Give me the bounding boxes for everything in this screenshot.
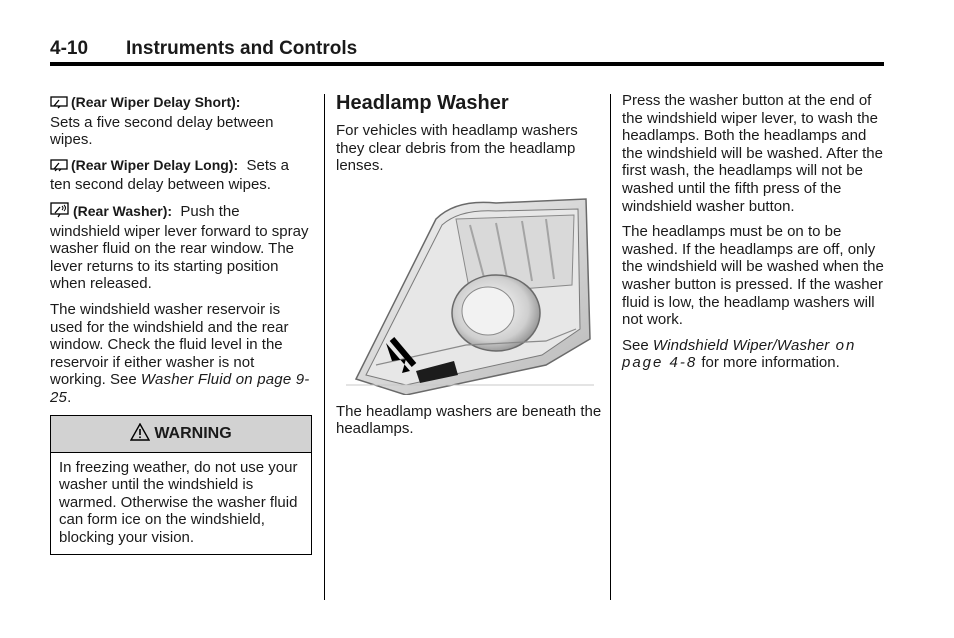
warning-header — [51, 416, 311, 453]
page-number: 4-10 — [50, 38, 89, 59]
item-label: (Rear Wiper Delay Short): — [71, 94, 241, 110]
right-column — [622, 92, 884, 380]
wiper-washer-link-page[interactable]: on page 4-8 — [622, 336, 857, 372]
rear-washer-item — [50, 202, 312, 293]
column-divider — [324, 94, 325, 600]
section-heading: Headlamp Washer — [336, 92, 509, 114]
warning-icon — [130, 423, 150, 441]
warning-title: WARNING — [154, 424, 232, 442]
item-label: (Rear Wiper Delay Long): — [71, 156, 239, 173]
item-text: Sets a five second delay between wipes. — [50, 113, 274, 149]
see-paragraph — [622, 337, 884, 372]
section-title: Instruments and Controls — [126, 38, 358, 59]
headlamp-illustration — [346, 189, 594, 395]
item-label: (Rear Washer): — [73, 202, 173, 219]
column-divider — [610, 94, 611, 600]
figure-caption: The headlamp washers are beneath the headlamps. — [336, 402, 602, 438]
see-prefix: See — [622, 336, 653, 354]
left-column — [50, 94, 312, 555]
intro-paragraph: For vehicles with headlamp washers they clear debris from the headlamp lenses. — [336, 122, 578, 175]
paragraph-2: The headlamps must be on to be washed. If the headlamps are off, only the windshield will be washed when the washer button is pressed. If the washer fluid is low, the headlamp washers will not work. — [622, 223, 884, 329]
see-suffix: for more information. — [697, 354, 840, 372]
washer-fluid-link[interactable]: Washer Fluid on page 9-25 — [50, 371, 310, 406]
rear-washer-icon — [50, 202, 70, 223]
item-text: Push the windshield wiper lever forward to spray washer fluid on the rear window. The lever returns to its starting position when released. — [50, 202, 309, 293]
reservoir-paragraph — [50, 301, 312, 407]
item-text: Sets a ten second delay between wipes. — [50, 156, 289, 194]
reservoir-end: . — [67, 388, 72, 406]
header-rule — [50, 62, 884, 66]
middle-column — [336, 92, 602, 446]
warning-body: In freezing weather, do not use your washer until the windshield is warmed. Otherwise the washer fluid can form ice on the windshield, blocking your vision. — [59, 458, 298, 546]
rear-wiper-delay-short-item — [50, 94, 312, 149]
rear-wiper-delay-long-icon — [50, 159, 68, 177]
wiper-washer-link[interactable]: Windshield Wiper/Washer — [652, 336, 830, 354]
rear-wiper-delay-long-item — [50, 157, 312, 194]
rear-wiper-delay-short-icon — [50, 96, 68, 114]
paragraph-1: Press the washer button at the end of the windshield wiper lever, to wash the headlamps. Both the headlamps and the windshield will be washed. After the first wash, the headlamps will not be washed until the fifth press of the windshield washer button. — [622, 92, 883, 215]
reservoir-text: The windshield washer reservoir is used for the windshield and the rear window. Check the fluid level in the reservoir if either washer is not working. See — [50, 300, 289, 389]
warning-box — [50, 415, 312, 556]
